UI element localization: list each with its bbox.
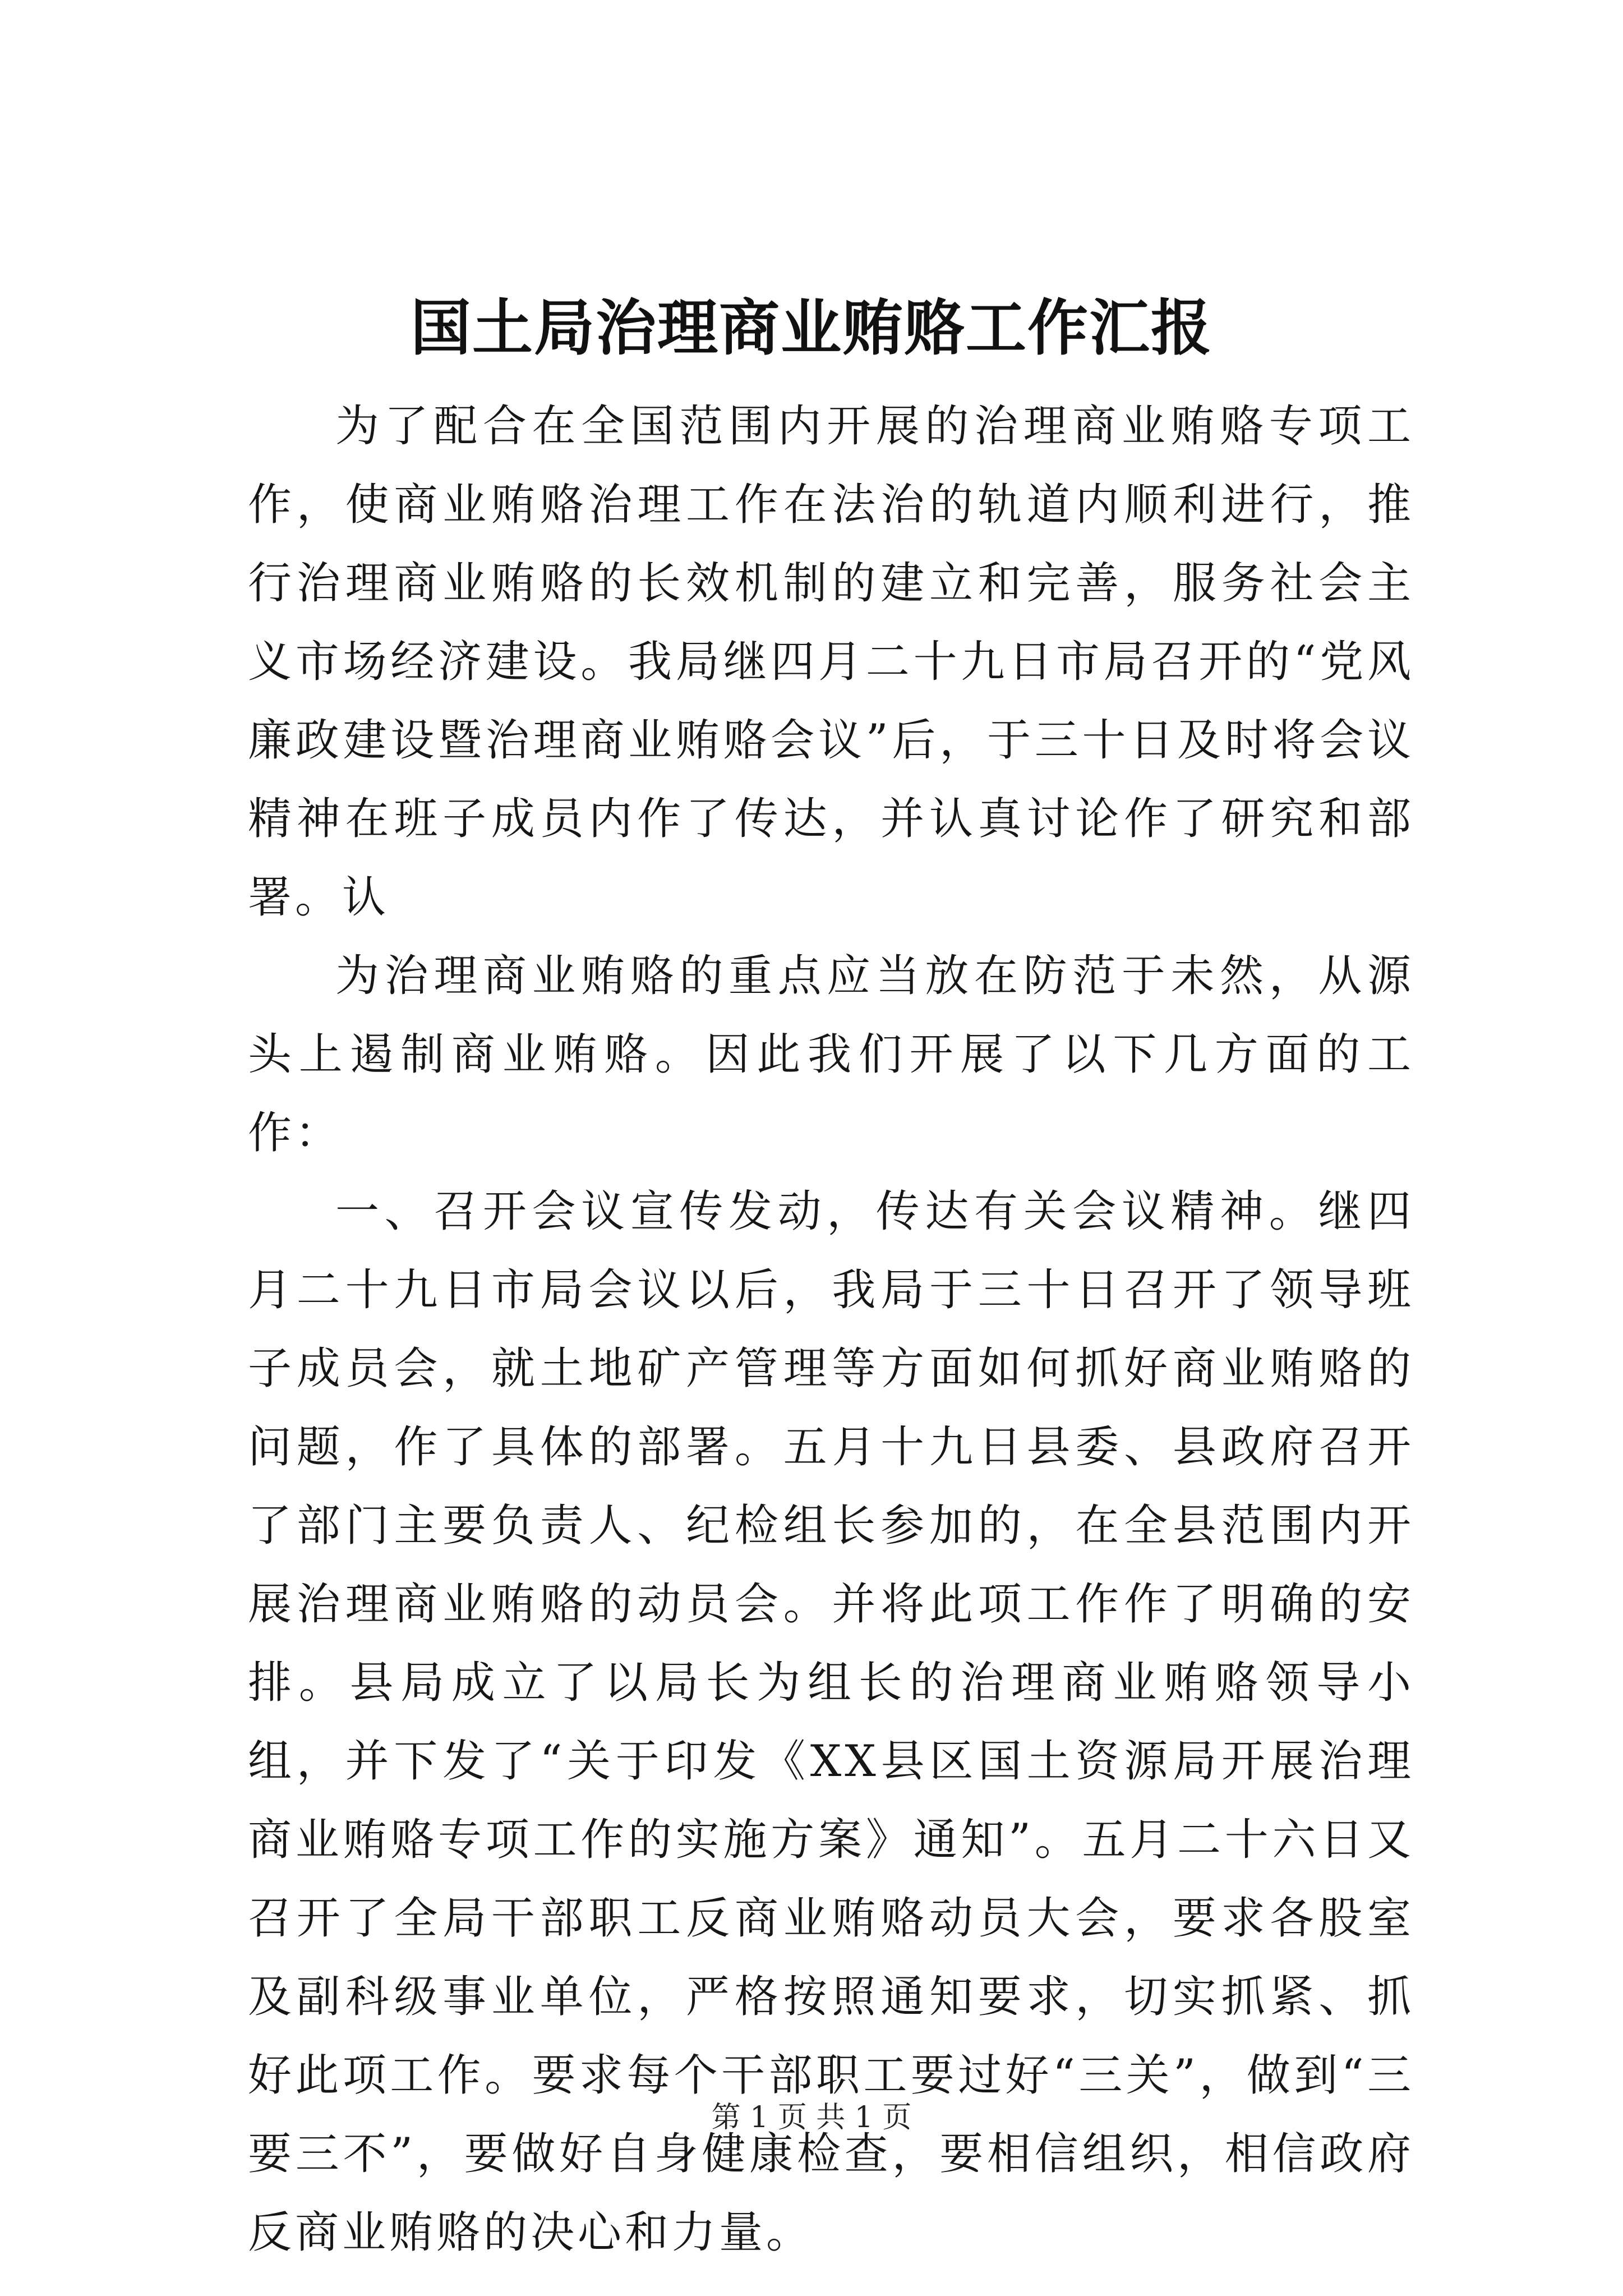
paragraph-focus: 为治理商业贿赂的重点应当放在防范于未然，从源头上遏制商业贿赂。因此我们开展了以下几方面的工作： (248, 951, 1414, 1158)
paragraph-intro: 为了配合在全国范围内开展的治理商业贿赂专项工作，使商业贿赂治理工作在法治的轨道内顺利进行，推行治理商业贿赂的长效机制的建立和完善，服务社会主义市场经济建设。我局继四月二十九日市局召开的“党风廉政建设暨治理商业贿赂会议”后，于三十日及时将会议精神在班子成员内作了传达，并认真讨论作了研究和部署。认 (248, 401, 1414, 923)
page-footer: 第 1 页 共 1 页 (711, 2101, 912, 2134)
document-body (248, 387, 1414, 2272)
document-title: 国土局治理商业贿赂工作汇报 (410, 293, 1212, 364)
paragraph-section-one: 一、召开会议宣传发动，传达有关会议精神。继四月二十九日市局会议以后，我局于三十日召开了领导班子成员会，就土地矿产管理等方面如何抓好商业贿赂的问题，作了具体的部署。五月十九日县委、县政府召开了部门主要负责人、纪检组长参加的，在全县范围内开展治理商业贿赂的动员会。并将此项工作作了明确的安排。县局成立了以局长为组长的治理商业贿赂领导小组，并下发了“关于印发《XX县区国土资源局开展治理商业贿赂专项工作的实施方案》通知”。五月二十六日又召开了全局干部职工反商业贿赂动员大会，要求各股室及副科级事业单位，严格按照通知要求，切实抓紧、抓好此项工作。要求每个干部职工要过好“三关”，做到“三要三不”，要做好自身健康检查，要相信组织，相信政府反商业贿赂的决心和力量。 (248, 1186, 1414, 2258)
